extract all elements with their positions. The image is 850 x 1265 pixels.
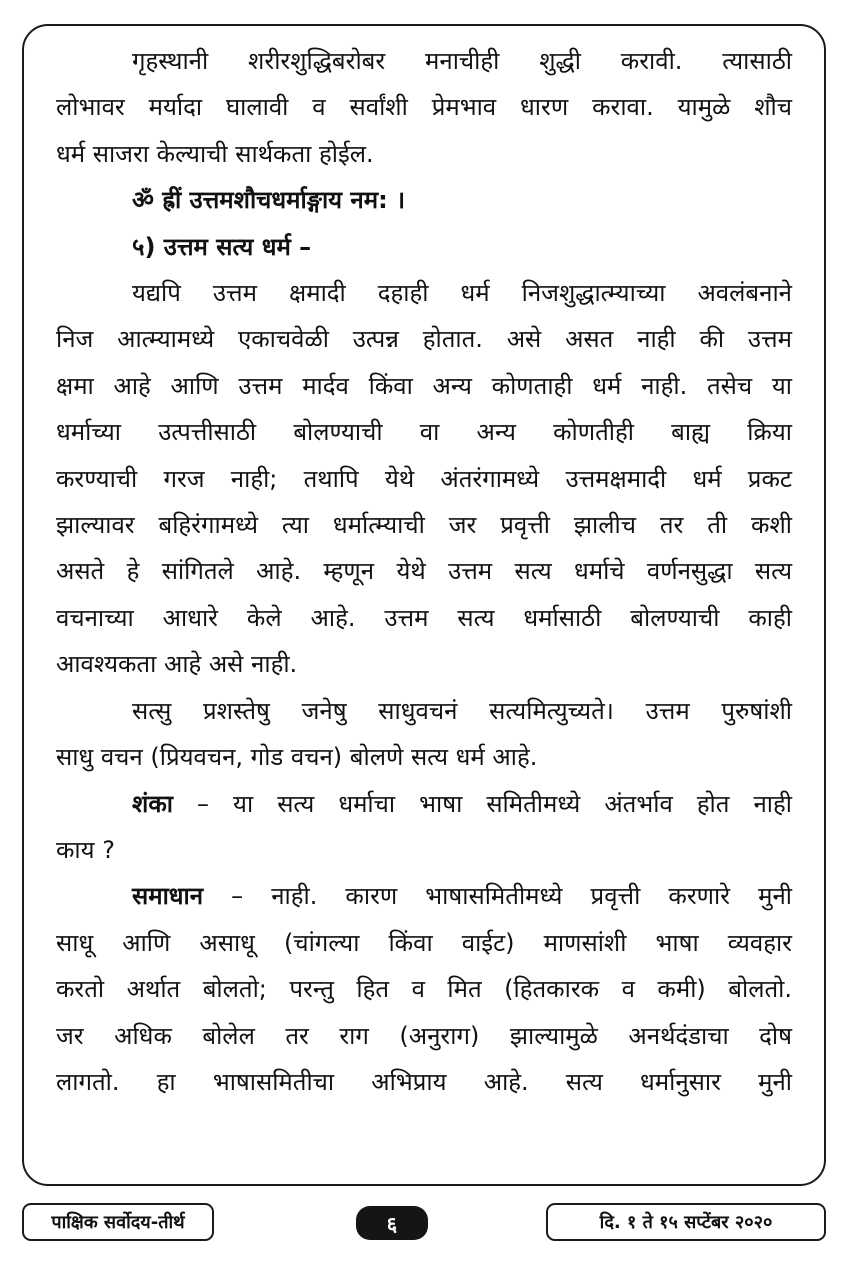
- body-text: [56, 38, 792, 1105]
- paragraph-line: क्षमा आहे आणि उत्तम मार्दव किंवा अन्य कोणताही धर्म नाही. तसेच या: [56, 371, 792, 400]
- paragraph-line: धर्माच्या उत्पत्तीसाठी बोलण्याची वा अन्य कोणतीही बाह्य क्रिया: [56, 418, 792, 447]
- paragraph-line: साधु वचन (प्रियवचन, गोड वचन) बोलणे सत्य धर्म आहे.: [56, 743, 538, 772]
- paragraph-line: जर अधिक बोलेल तर राग (अनुराग) झाल्यामुळे अनर्थदंडाचा दोष: [56, 1021, 792, 1050]
- paragraph-line: वचनाच्या आधारे केले आहे. उत्तम सत्य धर्मासाठी बोलण्याची काही: [56, 603, 792, 632]
- shanka-label: शंका: [132, 789, 173, 818]
- paragraph-line: गृहस्थानी शरीरशुद्धिबरोबर मनाचीही शुद्धी करावी. त्यासाठी: [132, 47, 792, 75]
- samadhan-label: समाधान: [132, 882, 204, 911]
- paragraph-line: धर्म साजरा केल्याची सार्थकता होईल.: [56, 139, 374, 168]
- paragraph-line: सत्सु प्रशस्तेषु जनेषु साधुवचनं सत्यमित्युच्यते। उत्तम पुरुषांशी: [132, 696, 792, 725]
- page-number: ६: [356, 1206, 428, 1240]
- paragraph-line: साधू आणि असाधू (चांगल्या किंवा वाईट) माणसांशी भाषा व्यवहार: [56, 928, 792, 957]
- publication-name: पाक्षिक सर्वोदय-तीर्थ: [22, 1203, 214, 1241]
- paragraph-line: करतो अर्थात बोलतो; परन्तु हित व मित (हितकारक व कमी) बोलतो.: [56, 975, 792, 1004]
- shanka-text: – या सत्य धर्माचा भाषा समितीमध्ये अंतर्भाव होत नाही: [197, 789, 792, 818]
- paragraph-line: आवश्यकता आहे असे नाही.: [56, 650, 298, 679]
- paragraph-line: यद्यपि उत्तम क्षमादी दहाही धर्म निजशुद्धात्म्याच्या अवलंबनाने: [132, 279, 792, 308]
- section-heading: ५) उत्तम सत्य धर्म –: [132, 232, 312, 261]
- paragraph-line: [56, 873, 792, 919]
- mantra-line: ॐ ह्रीं उत्तमशौचधर्माङ्गाय नम: ।: [132, 186, 406, 215]
- paragraph-line: काय ?: [56, 835, 115, 864]
- paragraph-line: झाल्यावर बहिरंगामध्ये त्या धर्मात्म्याची जर प्रवृत्ती झालीच तर ती कशी: [56, 511, 792, 540]
- samadhan-text: – नाही. कारण भाषासमितीमध्ये प्रवृत्ती करणारे मुनी: [231, 882, 792, 911]
- paragraph-line: लागतो. हा भाषासमितीचा अभिप्राय आहे. सत्य धर्मानुसार मुनी: [56, 1067, 792, 1096]
- paragraph-line: निज आत्म्यामध्ये एकाचवेळी उत्पन्न होतात. असे असत नाही की उत्तम: [56, 325, 792, 354]
- paragraph-line: करण्याची गरज नाही; तथापि येथे अंतरंगामध्ये उत्तमक्षमादी धर्म प्रकट: [56, 464, 792, 493]
- paragraph-line: [56, 781, 792, 827]
- paragraph-line: लोभावर मर्यादा घालावी व सर्वांशी प्रेमभाव धारण करावा. यामुळे शौच: [56, 93, 792, 122]
- paragraph-line: असते हे सांगितले आहे. म्हणून येथे उत्तम सत्य धर्माचे वर्णनसुद्धा सत्य: [56, 557, 792, 586]
- issue-date: दि. १ ते १५ सप्टेंबर २०२०: [546, 1203, 826, 1241]
